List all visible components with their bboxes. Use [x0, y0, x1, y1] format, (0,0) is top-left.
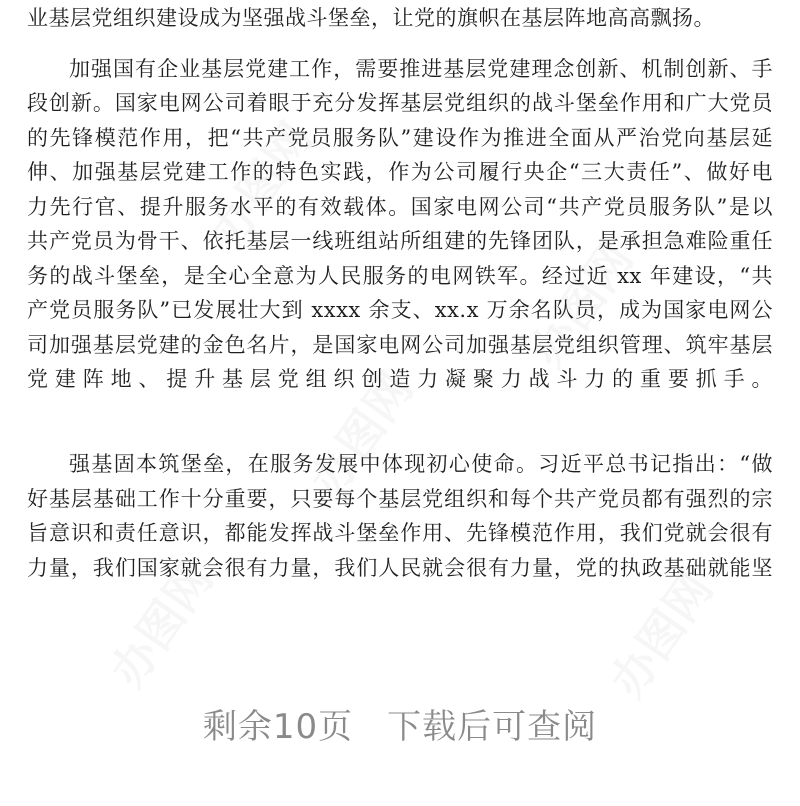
paragraph-line: 伸、加强基层党建工作的特色实践，作为公司履行央企“三大责任”、做好电 [27, 160, 773, 184]
paragraph-line: 力量，我们国家就会很有力量，我们人民就会很有力量，党的执政基础就能坚 [27, 556, 773, 580]
watermark-1: 办图网 [199, 112, 324, 257]
remaining-pages-notice[interactable] [0, 705, 800, 749]
watermark-5: 办图网 [599, 562, 724, 707]
paragraph-line: 共产党员为骨干、依托基层一线班组站所组建的先锋团队，是承担急难险重任 [27, 229, 773, 253]
download-to-read-label: 下载后可查阅 [387, 707, 598, 747]
paragraph-line: 司加强基层党建的金色名片，是国家电网公司加强基层党组织管理、筑牢基层 [27, 333, 773, 357]
paragraph-line: 的先锋模范作用，把“共产党员服务队”建设作为推进全面从严治党向基层延 [27, 126, 773, 150]
paragraph-line: 段创新。国家电网公司着眼于充分发挥基层党组织的战斗堡垒作用和广大党员 [27, 91, 773, 115]
paragraph-line: 力先行官、提升服务水平的有效载体。国家电网公司“共产党员服务队”是以 [27, 195, 773, 219]
paragraph-line: 加强国有企业基层党建工作，需要推进基层党建理念创新、机制创新、手 [69, 57, 773, 81]
watermark-4: 办图网 [99, 552, 224, 697]
paragraph-line: 旨意识和责任意识，都能发挥战斗堡垒作用、先锋模范作用，我们党就会很有 [27, 521, 773, 545]
paragraph-line: 党建阵地、提升基层党组织创造力凝聚力战斗力的重要抓手。 [27, 367, 773, 391]
watermark-2: 办图网 [519, 232, 644, 377]
remaining-pages-label: 剩余10页 [202, 707, 354, 747]
paragraph-line: 务的战斗堡垒，是全心全意为人民服务的电网铁军。经过近 xx 年建设，“共 [27, 264, 773, 288]
paragraph-line: 业基层党组织建设成为坚强战斗堡垒，让党的旗帜在基层阵地高高飘扬。 [27, 6, 715, 30]
watermark-3: 办图网 [299, 362, 424, 507]
paragraph-line: 强基固本筑堡垒，在服务发展中体现初心使命。习近平总书记指出：“做 [69, 452, 773, 476]
paragraph-line: 好基层基础工作十分重要，只要每个基层党组织和每个共产党员都有强烈的宗 [27, 487, 773, 511]
paragraph-line: 产党员服务队”已发展壮大到 xxxx 余支、xx.x 万余名队员，成为国家电网公 [27, 298, 773, 322]
